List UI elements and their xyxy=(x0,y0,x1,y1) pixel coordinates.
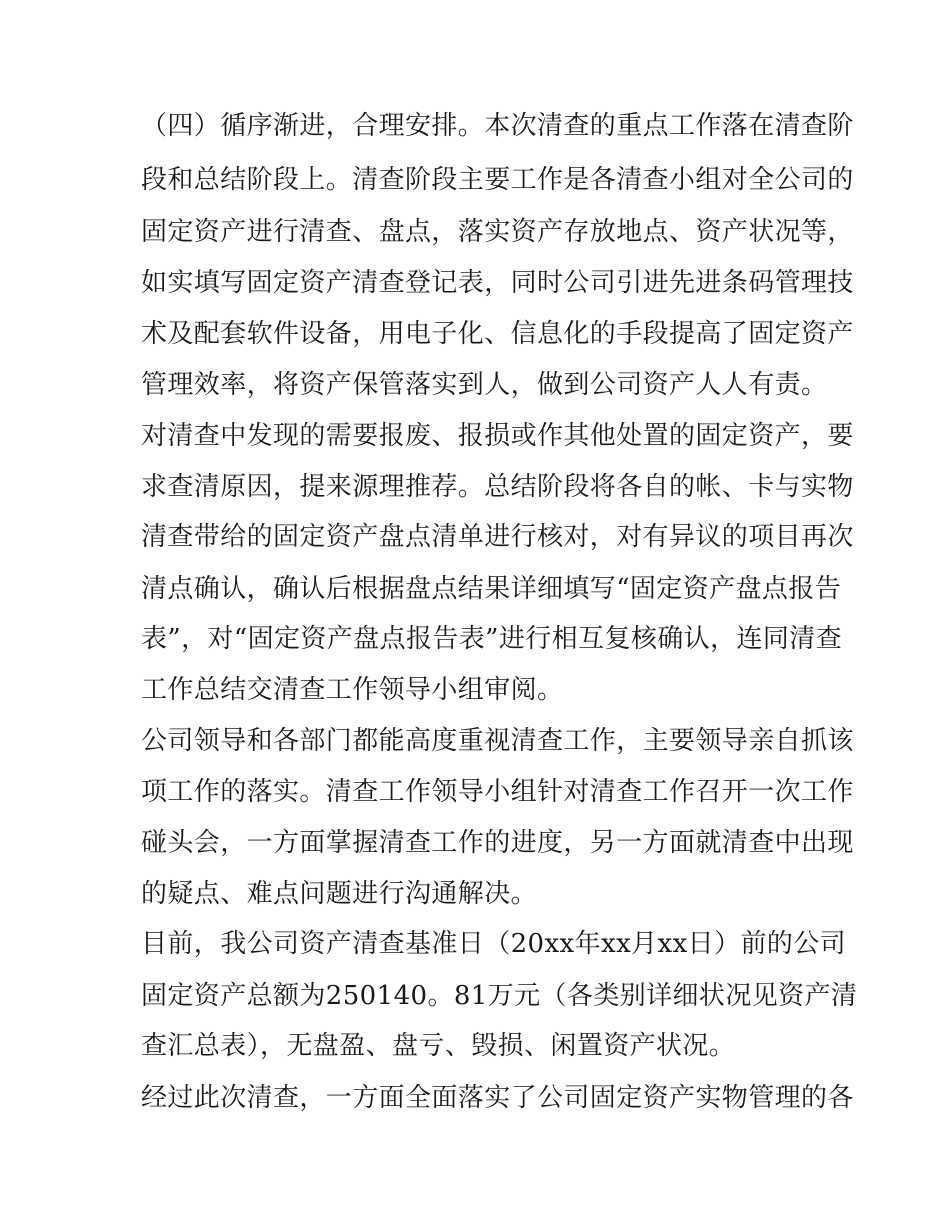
text-line: 如实填写固定资产清查登记表，同时公司引进先进条码管理技 xyxy=(141,268,854,298)
text-line: 管理效率，将资产保管落实到人，做到公司资产人人有责。 xyxy=(141,370,828,400)
text-line: 项工作的落实。清查工作领导小组针对清查工作召开一次工作 xyxy=(141,777,854,807)
text-line: 术及配套软件设备，用电子化、信息化的手段提高了固定资产 xyxy=(141,319,854,349)
text-line: 固定资产总额为250140。81万元（各类别详细状况见资产清 xyxy=(141,981,858,1011)
text-line: 清点确认，确认后根据盘点结果详细填写“固定资产盘点报告 xyxy=(141,574,842,604)
text-line: 清查带给的固定资产盘点清单进行核对，对有异议的项目再次 xyxy=(141,522,854,552)
text-line: 段和总结阶段上。清查阶段主要工作是各清查小组对全公司的 xyxy=(141,165,854,195)
text-line: 表”，对“固定资产盘点报告表”进行相互复核确认，连同清查 xyxy=(141,624,843,654)
text-line: 经过此次清查，一方面全面落实了公司固定资产实物管理的各 xyxy=(141,1083,854,1113)
text-line: 碰头会，一方面掌握清查工作的进度，另一方面就清查中出现 xyxy=(141,828,854,858)
text-line: 求查清原因，提来源理推荐。总结阶段将各自的帐、卡与实物 xyxy=(141,472,854,502)
text-line: 公司领导和各部门都能高度重视清查工作，主要领导亲自抓该 xyxy=(141,726,854,756)
text-line: 对清查中发现的需要报废、报损或作其他处置的固定资产，要 xyxy=(141,421,854,451)
text-line: 固定资产进行清查、盘点，落实资产存放地点、资产状况等， xyxy=(141,217,854,247)
text-line: 的疑点、难点问题进行沟通解决。 xyxy=(141,879,538,909)
text-line: 工作总结交清查工作领导小组审阅。 xyxy=(141,675,564,705)
text-line: 目前，我公司资产清查基准日（20xx年xx月xx日）前的公司 xyxy=(141,929,847,959)
text-line: 查汇总表），无盘盈、盘亏、毁损、闲置资产状况。 xyxy=(141,1031,736,1061)
text-line: （四）循序渐进，合理安排。本次清查的重点工作落在清查阶 xyxy=(141,111,854,141)
